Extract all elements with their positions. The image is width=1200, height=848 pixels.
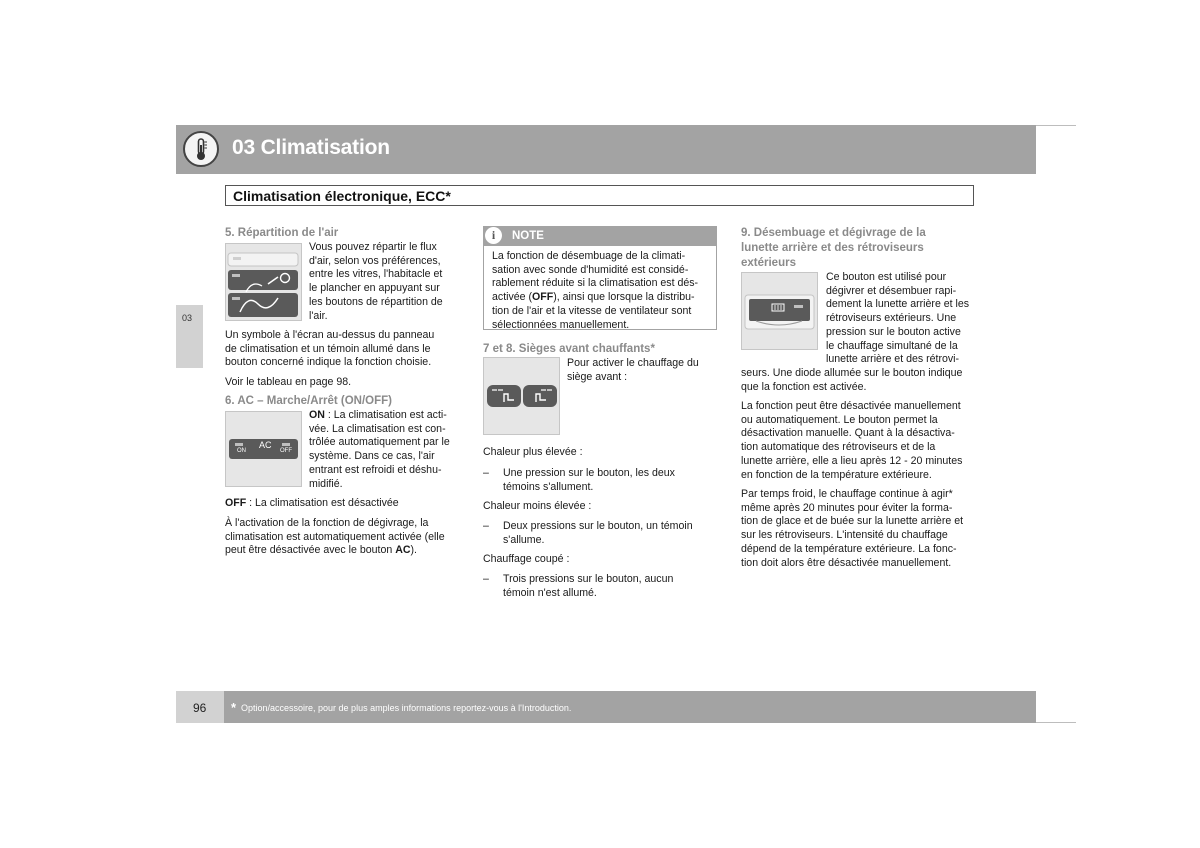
text-line: bouton concerné indique la fonction choisie. <box>225 356 432 369</box>
text-line: Un symbole à l'écran au-dessus du panneau <box>225 329 435 341</box>
text-line: dépend de la température extérieure. La fonc- <box>741 542 957 555</box>
table-reference: Voir le tableau en page 98. <box>225 376 352 388</box>
airflow-icon <box>226 244 301 320</box>
text-line: en fonction de la température extérieure. <box>741 468 932 481</box>
seat-heat-icon <box>484 358 559 434</box>
rear-defrost-wrap-text <box>826 271 969 367</box>
rear-defrost-image <box>741 272 818 350</box>
text-line: lunette arrière et des rétroviseurs <box>741 242 924 254</box>
off-label: OFF <box>532 291 554 304</box>
text-line: tion doit alors être désactivée manuellement. <box>741 556 952 569</box>
text-line: 9. Désembuage et dégivrage de la <box>741 227 926 239</box>
seat-heat-wrap-text <box>567 357 699 384</box>
text-line: Trois pressions sur le bouton, aucun <box>503 573 674 585</box>
text-line: extérieurs <box>741 257 796 269</box>
text-span: : La climatisation est acti- <box>324 409 447 421</box>
header-rule <box>1036 125 1076 126</box>
text-line: sur les rétroviseurs. L'intensité du chauffage <box>741 529 948 542</box>
text-line: de climatisation et un témoin allumé dans le <box>225 342 431 355</box>
text-line: climatisation est automatiquement activée (elle <box>225 530 445 543</box>
dash: – <box>483 573 489 585</box>
rear-defrost-paragraph-cont <box>741 367 962 394</box>
text-line: sation avec sonde d'humidité est considé- <box>492 263 689 276</box>
text-line: s'allume. <box>503 533 545 546</box>
ac-label: AC <box>395 544 411 557</box>
ac-panel-on-label: ON <box>237 448 246 454</box>
seat-heat-off-label: Chauffage coupé : <box>483 553 570 565</box>
text-line: Une pression sur le bouton, les deux <box>503 467 675 479</box>
text-line: témoin n'est allumé. <box>503 586 597 599</box>
thermometer-icon <box>183 131 219 167</box>
off-label: OFF <box>225 497 247 509</box>
text-line: le chauffage simultané de la <box>826 339 958 352</box>
text-line: La fonction de désembuage de la climati- <box>492 250 686 262</box>
heading-rear-defrost <box>741 226 926 271</box>
text-line: dement la lunette arrière et les <box>826 298 970 311</box>
text-line: rablement réduite si la climatisation est dés- <box>492 277 699 290</box>
text-line: Vous pouvez répartir le flux <box>309 241 437 253</box>
text-line: Par temps froid, le chauffage continue à agir* <box>741 488 953 500</box>
heading-ac: 6. AC – Marche/Arrêt (ON/OFF) <box>225 395 392 407</box>
text-span: peut être désactivée avec le bouton <box>225 544 396 557</box>
text-line: seurs. Une diode allumée sur le bouton indique <box>741 367 963 379</box>
footnote-text: Option/accessoire, pour de plus amples informations reportez-vous à l'Introduction. <box>241 703 572 713</box>
note-text <box>492 250 698 332</box>
text-line: désactivation manuelle. Quant à la désactiva- <box>741 427 955 440</box>
ac-button-image <box>225 411 302 487</box>
text-line: le plancher en appuyant sur <box>309 282 440 295</box>
ac-on-wrap-text <box>309 409 450 491</box>
footer-rule <box>1036 722 1076 723</box>
text-span: activée ( <box>492 291 533 304</box>
footnote-star: * <box>231 700 237 715</box>
on-label: ON <box>309 409 325 421</box>
text-line: ou automatiquement. Le bouton permet la <box>741 413 938 426</box>
page-number: 96 <box>193 701 207 715</box>
seat-heat-low-item <box>503 520 693 547</box>
ac-off-text <box>225 497 399 511</box>
text-line: Deux pressions sur le bouton, un témoin <box>503 520 693 532</box>
text-line: témoins s'allument. <box>503 480 594 493</box>
text-span: ). <box>410 544 418 557</box>
ac-panel-label: AC <box>259 440 272 450</box>
rear-defrost-icon <box>742 273 817 349</box>
text-line: tion de glace et de buée sur la lunette arrière et <box>741 515 964 528</box>
text-line: les boutons de répartition de <box>309 295 443 308</box>
heading-heated-seats: 7 et 8. Sièges avant chauffants* <box>483 343 655 355</box>
text-line: d'air, selon vos préférences, <box>309 254 441 267</box>
rear-defrost-deactivation-paragraph <box>741 400 962 482</box>
seat-heat-high-item <box>503 467 675 494</box>
side-tab-label: 03 <box>182 313 193 323</box>
seat-heat-image <box>483 357 560 435</box>
text-line: sélectionnées manuellement. <box>492 318 630 331</box>
note-label: NOTE <box>512 230 544 242</box>
list-item <box>483 467 489 481</box>
air-distribution-paragraph <box>225 329 434 370</box>
seat-heat-low-label: Chaleur moins élevée : <box>483 500 592 512</box>
text-line: siège avant : <box>567 370 628 383</box>
defrost-ac-paragraph <box>225 517 445 558</box>
text-line: pression sur le bouton active <box>826 325 961 338</box>
text-line: vée. La climatisation est con- <box>309 422 446 435</box>
seat-heat-off-item <box>503 573 673 600</box>
text-line: tion automatique des rétroviseurs et de la <box>741 441 936 454</box>
list-item <box>483 520 489 534</box>
text-line: l'air. <box>309 309 328 322</box>
text-line: La fonction peut être désactivée manuellement <box>741 400 961 412</box>
dash: – <box>483 520 489 532</box>
text-line: trôlée automatiquement par le <box>309 436 450 449</box>
list-item <box>483 573 489 587</box>
text-span: : La climatisation est désactivée <box>246 497 399 509</box>
air-distribution-image <box>225 243 302 321</box>
text-line: Pour activer le chauffage du <box>567 357 699 369</box>
text-line: même après 20 minutes pour éviter la forma- <box>741 501 953 514</box>
text-line: entre les vitres, l'habitacle et <box>309 268 443 281</box>
text-line: À l'activation de la fonction de dégivrage, la <box>225 517 429 529</box>
rear-defrost-cold-paragraph <box>741 488 963 570</box>
text-line: Ce bouton est utilisé pour <box>826 271 947 283</box>
seat-heat-high-label: Chaleur plus élevée : <box>483 446 583 458</box>
ac-panel-off-label: OFF <box>280 448 292 454</box>
text-line: que la fonction est activée. <box>741 380 867 393</box>
text-span: ), ainsi que lorsque la distribu- <box>553 291 695 304</box>
section-title: Climatisation électronique, ECC* <box>233 188 451 204</box>
text-line: tion de l'air et la vitesse de ventilateur sont <box>492 304 692 317</box>
text-line: lunette arrière et des rétrovi- <box>826 353 960 366</box>
text-line: dégivrer et désembuer rapi- <box>826 284 957 297</box>
text-line: entrant est refroidi et déshu- <box>309 463 442 476</box>
air-distribution-wrap-text <box>309 241 443 323</box>
text-line: système. Dans ce cas, l'air <box>309 450 435 463</box>
heading-air-distribution: 5. Répartition de l'air <box>225 227 339 239</box>
text-line: rétroviseurs extérieurs. Une <box>826 312 957 325</box>
info-icon: i <box>485 227 502 244</box>
chapter-title: 03 Climatisation <box>232 136 390 159</box>
dash: – <box>483 467 489 479</box>
text-line: midifié. <box>309 477 343 490</box>
text-line: lunette arrière, elle a lieu après 12 - 20 minutes <box>741 454 963 467</box>
